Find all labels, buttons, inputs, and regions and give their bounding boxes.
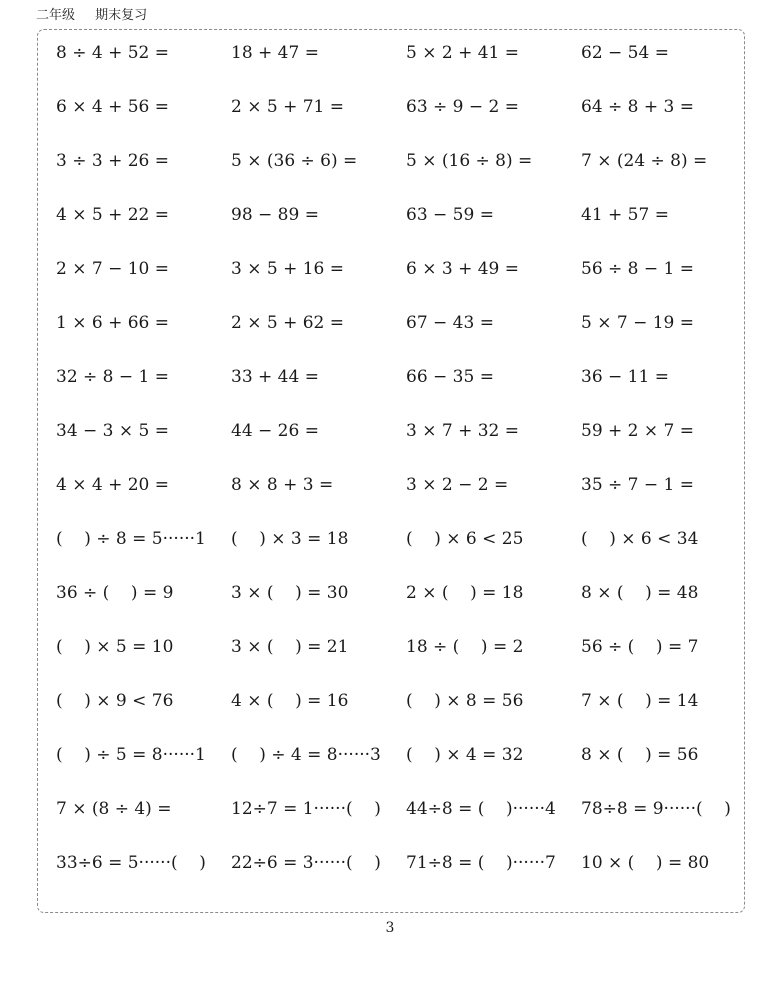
- math-problem: 3 × 7 + 32 =: [406, 421, 520, 441]
- math-problem: ( ) ÷ 5 = 8······1: [56, 745, 206, 765]
- exercise-row: [56, 458, 756, 512]
- grade-label: 二年级: [36, 8, 76, 23]
- page-header: [36, 4, 147, 23]
- exercise-row: [56, 512, 756, 566]
- math-problem: 67 − 43 =: [406, 313, 494, 333]
- exercise-row: [56, 674, 756, 728]
- math-problem: 35 ÷ 7 − 1 =: [581, 475, 695, 495]
- math-problem: 22÷6 = 3······( ): [231, 853, 381, 873]
- math-problem: 66 − 35 =: [406, 367, 494, 387]
- math-problem: 98 − 89 =: [231, 205, 319, 225]
- math-problem: ( ) × 9 < 76: [56, 691, 174, 711]
- exercise-row: [56, 566, 756, 620]
- exercise-row: [56, 836, 756, 890]
- exercise-row: [56, 620, 756, 674]
- math-problem: 10 × ( ) = 80: [581, 853, 710, 873]
- exercise-row: [56, 782, 756, 836]
- math-problem: ( ) × 6 < 34: [581, 529, 699, 549]
- math-problem: 4 × 4 + 20 =: [56, 475, 170, 495]
- exercise-row: [56, 134, 756, 188]
- math-problem: 12÷7 = 1······( ): [231, 799, 381, 819]
- math-problem: 78÷8 = 9······( ): [581, 799, 731, 819]
- math-problem: 18 ÷ ( ) = 2: [406, 637, 524, 657]
- math-problem: 8 × ( ) = 48: [581, 583, 699, 603]
- math-problem: ( ) × 3 = 18: [231, 529, 349, 549]
- math-problem: 63 − 59 =: [406, 205, 494, 225]
- math-problem: 5 × (16 ÷ 8) =: [406, 151, 533, 171]
- exercise-row: [56, 728, 756, 782]
- math-problem: 3 × ( ) = 30: [231, 583, 349, 603]
- math-problem: 5 × 2 + 41 =: [406, 43, 520, 63]
- math-problem: 7 × (8 ÷ 4) =: [56, 799, 172, 819]
- math-problem: 44÷8 = ( )······4: [406, 799, 556, 819]
- math-problem: 4 × ( ) = 16: [231, 691, 349, 711]
- exercise-row: [56, 404, 756, 458]
- math-problem: 5 × (36 ÷ 6) =: [231, 151, 358, 171]
- math-problem: 44 − 26 =: [231, 421, 319, 441]
- math-problem: 56 ÷ ( ) = 7: [581, 637, 699, 657]
- math-problem: 33 + 44 =: [231, 367, 319, 387]
- exercise-grid: [56, 30, 756, 890]
- math-problem: 2 × 7 − 10 =: [56, 259, 170, 279]
- math-problem: 32 ÷ 8 − 1 =: [56, 367, 170, 387]
- math-problem: 1 × 6 + 66 =: [56, 313, 170, 333]
- math-problem: 36 − 11 =: [581, 367, 669, 387]
- math-problem: ( ) ÷ 8 = 5······1: [56, 529, 206, 549]
- math-problem: 34 − 3 × 5 =: [56, 421, 170, 441]
- math-problem: 8 ÷ 4 + 52 =: [56, 43, 170, 63]
- math-problem: ( ) ÷ 4 = 8······3: [231, 745, 381, 765]
- math-problem: 62 − 54 =: [581, 43, 669, 63]
- math-problem: 18 + 47 =: [231, 43, 319, 63]
- math-problem: ( ) × 4 = 32: [406, 745, 524, 765]
- math-problem: 3 ÷ 3 + 26 =: [56, 151, 170, 171]
- math-problem: 36 ÷ ( ) = 9: [56, 583, 174, 603]
- math-problem: 8 × ( ) = 56: [581, 745, 699, 765]
- math-problem: ( ) × 8 = 56: [406, 691, 524, 711]
- exercise-row: [56, 188, 756, 242]
- math-problem: 6 × 4 + 56 =: [56, 97, 170, 117]
- math-problem: 41 + 57 =: [581, 205, 669, 225]
- math-problem: 64 ÷ 8 + 3 =: [581, 97, 695, 117]
- math-problem: ( ) × 5 = 10: [56, 637, 174, 657]
- math-problem: 3 × ( ) = 21: [231, 637, 349, 657]
- exercise-row: [56, 242, 756, 296]
- math-problem: 59 + 2 × 7 =: [581, 421, 695, 441]
- math-problem: 6 × 3 + 49 =: [406, 259, 520, 279]
- exercise-row: [56, 350, 756, 404]
- math-problem: 5 × 7 − 19 =: [581, 313, 695, 333]
- exercise-row: [56, 296, 756, 350]
- math-problem: 33÷6 = 5······( ): [56, 853, 206, 873]
- math-problem: 71÷8 = ( )······7: [406, 853, 556, 873]
- math-problem: 2 × ( ) = 18: [406, 583, 524, 603]
- math-problem: 2 × 5 + 62 =: [231, 313, 345, 333]
- math-problem: 7 × ( ) = 14: [581, 691, 699, 711]
- math-problem: 2 × 5 + 71 =: [231, 97, 345, 117]
- math-problem: 8 × 8 + 3 =: [231, 475, 334, 495]
- math-problem: 3 × 2 − 2 =: [406, 475, 509, 495]
- page-number: 3: [385, 920, 395, 936]
- math-problem: 7 × (24 ÷ 8) =: [581, 151, 708, 171]
- math-problem: 4 × 5 + 22 =: [56, 205, 170, 225]
- math-problem: 3 × 5 + 16 =: [231, 259, 345, 279]
- exercise-box: [37, 29, 745, 913]
- exercise-row: [56, 80, 756, 134]
- math-problem: 56 ÷ 8 − 1 =: [581, 259, 695, 279]
- math-problem: 63 ÷ 9 − 2 =: [406, 97, 520, 117]
- review-title: 期末复习: [95, 8, 148, 23]
- math-problem: ( ) × 6 < 25: [406, 529, 524, 549]
- exercise-row: [56, 26, 756, 80]
